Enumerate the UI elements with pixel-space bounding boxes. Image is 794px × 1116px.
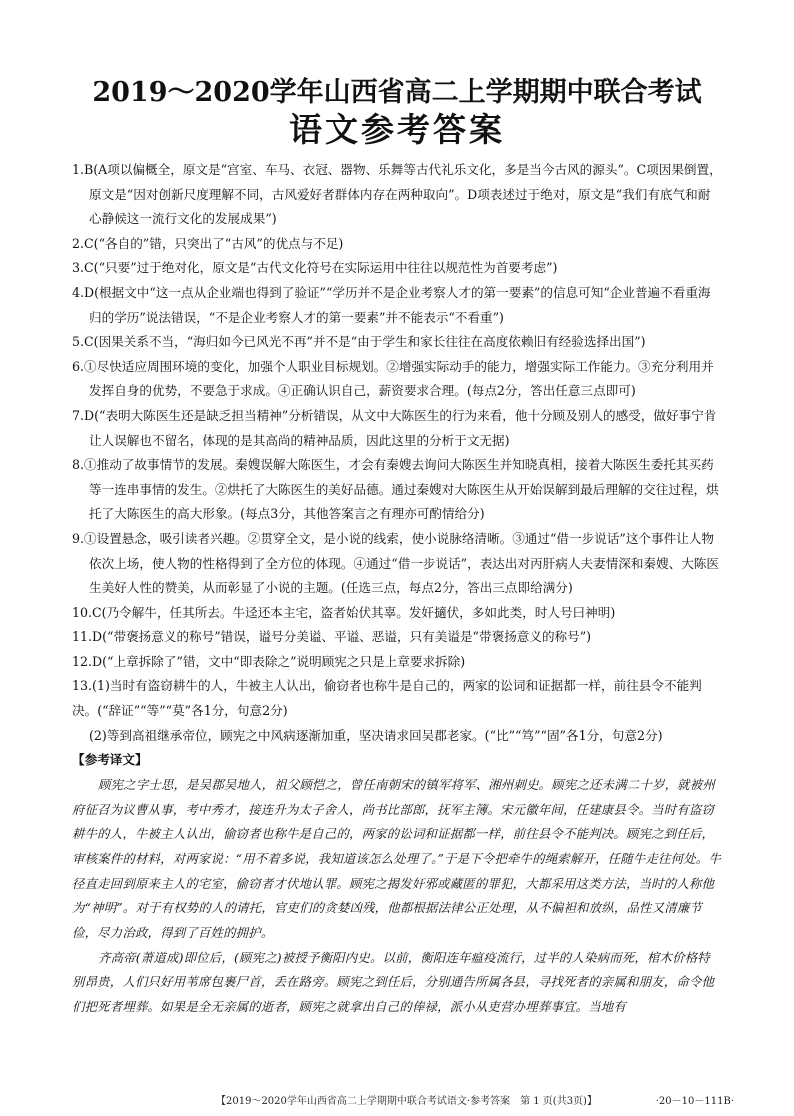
footer-info: 【2019～2020学年山西省高二上学期期中联合考试语文·参考答案 第 1 页(共3页)】: [216, 1096, 597, 1107]
answer-item: 9.①设置悬念，吸引读者兴趣。②贯穿全文，是小说的线索，使小说脉络清晰。③通过“借一步说话”这个事件让人物依次上场，使人物的性格得到了全方位的体现。④通过“借一步说话”，表达出对丙肝病人夫妻情深和秦嫂、大陈医生美好人性的赞美，从而彰显了小说的主题。(任选三点，每点2分，答出三点即给满分): [72, 530, 719, 596]
answer-item: 4.D(根据文中“这一点从企业端也得到了验证”“学历并不是企业考察人才的第一要素”的信息可知“企业普遍不看重海归的学历”说法错误，“不是企业考察人才的第一要素”并不能表示“不看重”): [72, 284, 711, 325]
exam-title: 2019～2020学年山西省高二上学期期中联合考试: [92, 77, 702, 108]
answer-item: 3.C(“只要”过于绝对化，原文是“古代文化符号在实际运用中往往以规范性为首要考虑”): [72, 260, 558, 276]
answer-item: 10.C(乃令解牛，任其所去。牛迳还本主宅，盗者始伏其辜。发奸擿伏，多如此类，时人号曰神明): [72, 604, 616, 620]
footer-code: ·20－10－111B·: [655, 1096, 734, 1107]
answer-item: 8.①推动了故事情节的发展。秦嫂误解大陈医生，才会有秦嫂去询问大陈医生并知晓真相，接着大陈医生委托其买药等一连串事情的发生。②烘托了大陈医生的美好品德。通过秦嫂对大陈医生从开始误解到最后理解的交往过程，烘托了大陈医生的高大形象。(每点3分，其他答案言之有理亦可酌情给分): [72, 457, 719, 522]
answer-subitems: [72, 724, 722, 749]
answer-item: 12.D(“上章拆除了”错，文中“即表除之”说明顾宪之只是上章要求拆除): [72, 653, 466, 669]
translation-answer-2: (2)等到高祖继承帝位，顾宪之中风病逐渐加重，坚决请求回吴郡老家。(“比”“笃”“固”各1分，句意2分): [89, 727, 663, 743]
answer-item: 7.D(“表明大陈医生还是缺乏担当精神”分析错误，从文中大陈医生的行为来看，他十分顾及别人的感受，做好事宁肯让人误解也不留名，体现的是其高尚的精神品质，因此这里的分析于文无据): [72, 407, 717, 448]
answer-item: 5.C(因果关系不当，“海归如今已风光不再”并不是“由于学生和家长往往在高度依赖旧有经验选择出国”): [72, 334, 646, 350]
answers-body: [72, 158, 722, 1020]
answer-item: 2.C(“各自的”错，只突出了“古风”的优点与不足): [72, 235, 344, 251]
answer-item: 11.D(“带褒扬意义的称号”错误，谥号分美谥、平谥、恶谥，只有美谥是“带褒扬意义的称号”): [72, 629, 592, 645]
answer-number: 13.: [72, 678, 93, 694]
reference-heading: 【参考译文】: [72, 752, 148, 768]
page-footer: [216, 1092, 734, 1107]
answer-item: 6.①尽快适应周围环境的变化，加强个人职业目标规划。②增强实际动手的能力，增强实际工作能力。③充分利用并发挥自身的优势，不要急于求成。④正确认识自己，薪资要求合理。(每点2分，答出任意三点即可): [72, 358, 714, 399]
answer-item-13: [72, 674, 722, 723]
reference-paragraph: 齐高帝(萧道成)即位后，(顾宪之)被授予衡阳内史。以前，衡阳连年瘟疫流行，过半的人染病而死，棺木价格特别昂贵，人们只好用苇席包裹尸首，丢在路旁。顾宪之到任后，分别通告所属各县，寻找死者的亲属和朋友，命令他们把死者埋葬。如果是全无亲属的逝者，顾宪之就拿出自己的俸禄，派小从吏营办埋葬事宜。当地有: [72, 949, 715, 1015]
reference-paragraph: 顾宪之字士思，是吴郡吴地人，祖父顾恺之，曾任南朝宋的镇军将军、湘州刺史。顾宪之还未满二十岁，就被州府征召为议曹从事，考中秀才，接连升为太子舍人，尚书比部郎，抚军主簿。宋元徽年间，任建康县令。当时有盗窃耕牛的人，牛被主人认出，偷窃者也称牛是自己的，两家的讼词和证据都一样，前往县令不能判决。顾宪之到任后，审核案件的材料，对两家说：“用不着多说，我知道该怎么处理了。”于是下令把牵牛的绳索解开，任随牛走往何处。牛径直走回到原来主人的宅室，偷窃者才伏地认罪。顾宪之揭发奸邪或藏匿的罪犯，大都采用这类方法，当时的人称他为“神明”。对于有权势的人的请托，官吏们的贪婪凶残，他都根据法律公正处理，从不偏袒和放纵，品性又清廉节俭，尽力治政，得到了百姓的拥护。: [72, 776, 721, 941]
answer-item: 1.B(A项以偏概全，原文是“宫室、车马、衣冠、器物、乐舞等古代礼乐文化，多是当今古风的源头”。C项因果倒置，原文是“因对创新尺度理解不同，古风爱好者群体内存在两种取向”。D项表述过于绝对，原文是“我们有底气和耐心静候这一流行文化的发展成果”): [72, 162, 722, 227]
page-title: 语文参考答案: [289, 110, 505, 149]
translation-answer-1: (1)当时有盗窃耕牛的人，牛被主人认出，偷窃者也称牛是自己的，两家的讼词和证据都一样，前往县令不能判决。(“辞证”“等”“莫”各1分，句意2分): [72, 678, 702, 719]
